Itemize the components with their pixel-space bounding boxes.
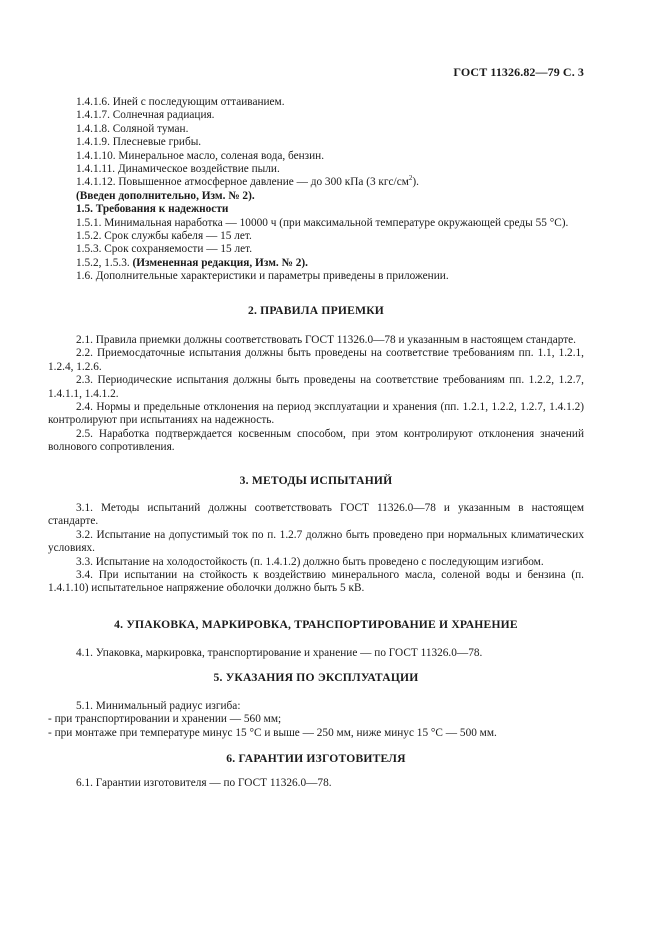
- paragraph-1-4-1-12: [48, 176, 584, 189]
- page-header: ГОСТ 11326.82—79 С. 3: [453, 65, 584, 79]
- paragraph-1-4-1-12-text: 1.4.1.12. Повышенное атмосферное давление — до 300 кПа (3 кгс/см: [76, 176, 409, 189]
- paragraph-1-4-1-11: 1.4.1.11. Динамическое воздействие пыли.: [76, 163, 280, 176]
- section-1-continuation: [48, 96, 584, 284]
- paragraph-1-4-1-7: 1.4.1.7. Солнечная радиация.: [76, 109, 215, 122]
- paragraph-2-4: 2.4. Нормы и предельные отклонения на период эксплуатации и хранения (пп. 1.2.1, 1.2.2, 1.2.7, 1.4.1.2) контролируют при испытаниях на надежность.: [48, 401, 584, 427]
- paragraph-2-3: 2.3. Периодические испытания должны быть проведены на соответствие требованиям пп. 1.2.2, 1.2.7, 1.4.1.1, 1.4.1.2.: [48, 374, 584, 400]
- section-6-title: 6. ГАРАНТИИ ИЗГОТОВИТЕЛЯ: [226, 752, 406, 765]
- section-6-body: [48, 777, 584, 790]
- paragraph-1-4-1-6: 1.4.1.6. Иней с последующим оттаиванием.: [76, 96, 285, 108]
- paragraph-6-1: 6.1. Гарантии изготовителя — по ГОСТ 11326.0—78.: [76, 777, 332, 789]
- section-2-body: [48, 334, 584, 455]
- bend-radius-installation: - при монтаже при температуре минус 15 °С и выше — 250 мм, ниже минус 15 °С — 500 мм.: [48, 726, 497, 739]
- paragraph-1-4-1-9: 1.4.1.9. Плесневые грибы.: [76, 136, 202, 149]
- paragraph-1-4-1-8: 1.4.1.8. Соляной туман.: [76, 122, 189, 135]
- paragraph-4-1: 4.1. Упаковка, маркировка, транспортирование и хранение — по ГОСТ 11326.0—78.: [76, 647, 483, 659]
- paragraph-1-5-1: 1.5.1. Минимальная наработка — 10000 ч (при максимальной температуре окружающей среды 55 °С).: [76, 216, 569, 229]
- paragraph-2-2: 2.2. Приемосдаточные испытания должны быть проведены на соответствие требованиям пп. 1.1, 1.2.1, 1.2.4, 1.2.6.: [48, 347, 584, 373]
- section-4-body: [48, 647, 584, 660]
- amendment-note-2: (Измененная редакция, Изм. № 2).: [132, 256, 308, 269]
- section-5-body: [48, 700, 584, 740]
- paragraph-3-3: 3.3. Испытание на холодостойкость (п. 1.4.1.2) должно быть проведено с последующим изгибом.: [76, 555, 544, 568]
- paragraph-1-4-1-10: 1.4.1.10. Минеральное масло, соленая вода, бензин.: [76, 149, 325, 162]
- section-2-title: 2. ПРАВИЛА ПРИЕМКИ: [247, 304, 385, 317]
- paragraph-1-5-2-3: [48, 257, 584, 270]
- amendment-note: (Введен дополнительно, Изм. № 2).: [76, 189, 255, 202]
- section-3-body: [48, 502, 584, 596]
- section-4-title: 4. УПАКОВКА, МАРКИРОВКА, ТРАНСПОРТИРОВАНИЕ И ХРАНЕНИЕ: [114, 618, 518, 631]
- bend-radius-transport: - при транспортировании и хранении — 560 мм;: [48, 713, 282, 726]
- subsection-1-5-title: 1.5. Требования к надежности: [76, 203, 229, 216]
- paragraph-3-2: 3.2. Испытание на допустимый ток по п. 1.2.7 должно быть проведено при нормальных климатических условиях.: [48, 528, 584, 555]
- paragraph-1-6: 1.6. Дополнительные характеристики и параметры приведены в приложении.: [76, 270, 449, 283]
- paragraph-1-5-2: 1.5.2. Срок службы кабеля — 15 лет.: [76, 230, 252, 243]
- superscript: 2: [408, 174, 413, 183]
- paragraph-1-5-3: 1.5.3. Срок сохраняемости — 15 лет.: [76, 243, 253, 256]
- section-3-title: 3. МЕТОДЫ ИСПЫТАНИЙ: [239, 474, 393, 487]
- paragraph-3-4: 3.4. При испытании на стойкость к воздействию минерального масла, соленой воды и бензина (п. 1.4.1.10) испытательное напряжение оболочки должно быть 5 кВ.: [48, 569, 584, 595]
- paragraph-2-1: 2.1. Правила приемки должны соответствовать ГОСТ 11326.0—78 и указанным в настоящем стандарте.: [76, 334, 577, 346]
- paragraph-3-1: 3.1. Методы испытаний должны соответствовать ГОСТ 11326.0—78 и указанным в настоящем стандарте.: [48, 502, 584, 528]
- paragraph-1-5-2-3-num: 1.5.2, 1.5.3.: [76, 256, 133, 269]
- paragraph-1-4-1-12-end: ).: [412, 176, 419, 189]
- paragraph-5-1: 5.1. Минимальный радиус изгиба:: [76, 700, 241, 712]
- section-5-title: 5. УКАЗАНИЯ ПО ЭКСПЛУАТАЦИИ: [213, 671, 419, 684]
- paragraph-2-5: 2.5. Наработка подтверждается косвенным способом, при этом контролируют отклонения значений волнового сопротивления.: [48, 427, 584, 454]
